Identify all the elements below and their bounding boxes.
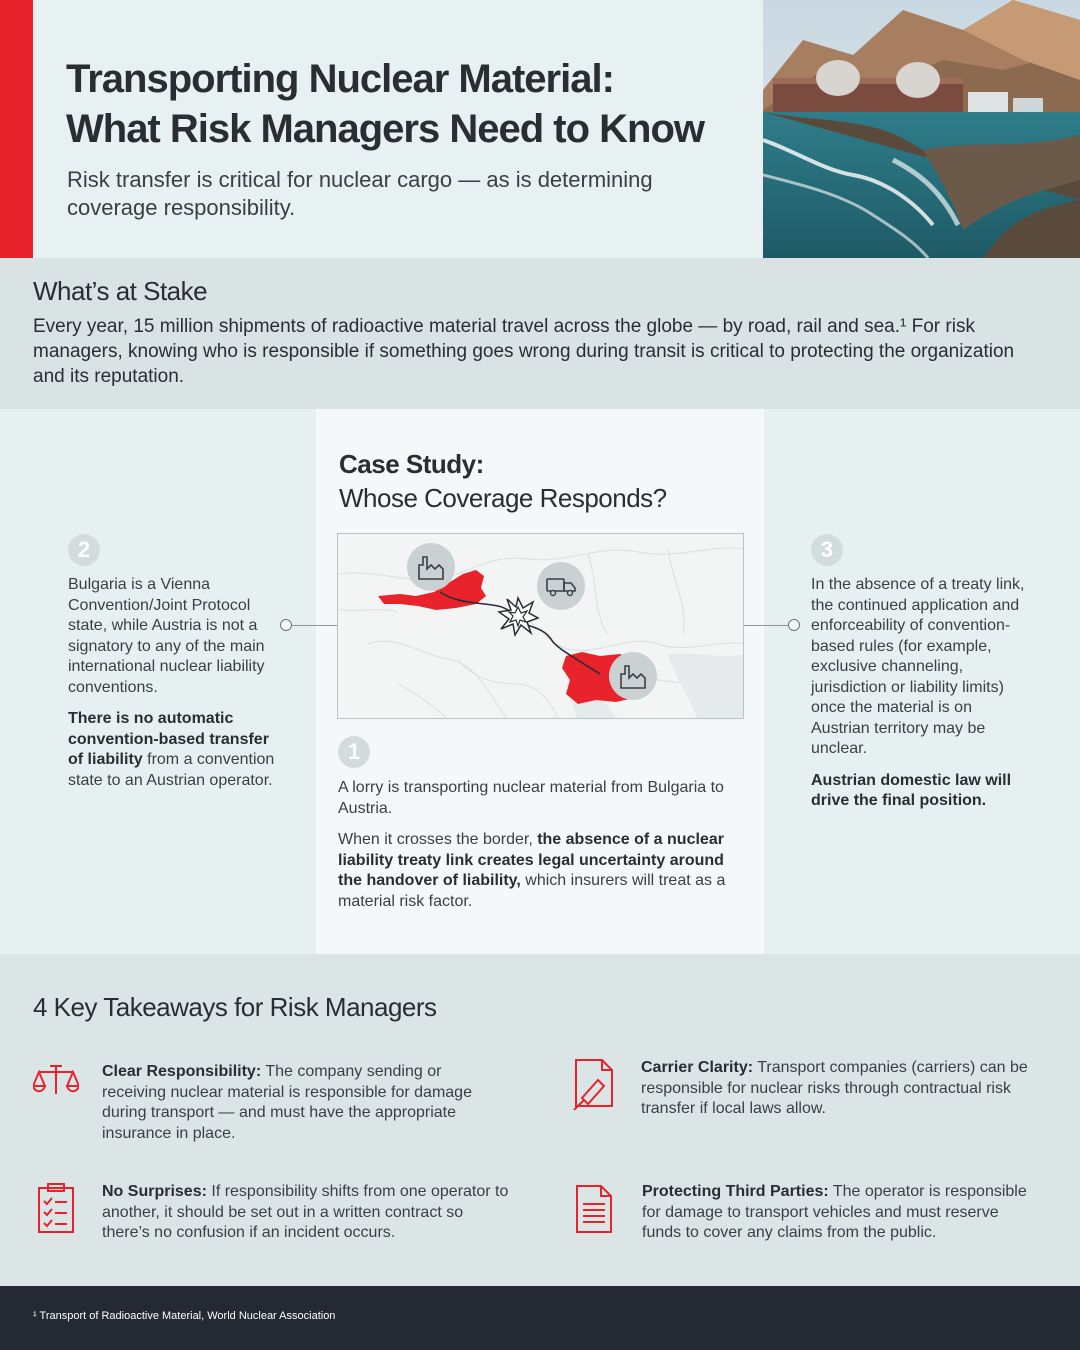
stake-heading: What’s at Stake bbox=[33, 276, 208, 306]
footnote: ¹ Transport of Radioactive Material, World Nuclear Association bbox=[33, 1310, 336, 1322]
step-2-rest: from a convention state to an Austrian operator. bbox=[68, 751, 275, 789]
nuclear-plant-photo bbox=[763, 0, 1080, 258]
step-2-bold: There is no automatic convention-based transfer of liability bbox=[68, 710, 269, 768]
checklist-icon bbox=[33, 1182, 79, 1234]
step-1-para-1: A lorry is transporting nuclear material from Bulgaria to Austria. bbox=[338, 779, 724, 817]
takeaway-2-title: No Surprises: bbox=[102, 1183, 207, 1200]
takeaway-0-title: Clear Responsibility: bbox=[102, 1063, 262, 1080]
bulgaria-plant-icon bbox=[609, 652, 657, 700]
austria-plant-icon bbox=[407, 543, 455, 591]
takeaways-section bbox=[0, 954, 1080, 1286]
step-3-text bbox=[811, 575, 1033, 823]
step-3-number: 3 bbox=[811, 534, 843, 566]
page-title bbox=[66, 54, 766, 154]
takeaway-3-text bbox=[642, 1182, 1042, 1244]
takeaway-3-title: Protecting Third Parties: bbox=[642, 1183, 829, 1200]
case-study-title-rest: Whose Coverage Responds? bbox=[339, 483, 667, 513]
step-1-para-2 bbox=[338, 830, 748, 912]
takeaway-3-body: The operator is responsible for damage to transport vehicles and must reserve funds to cover any claims from the public. bbox=[642, 1183, 1027, 1241]
document-icon bbox=[573, 1182, 619, 1234]
step-2-number: 2 bbox=[68, 534, 100, 566]
title-line-2: What Risk Managers Need to Know bbox=[66, 107, 704, 151]
contract-pen-icon bbox=[572, 1058, 618, 1110]
step-1-bold: the absence of a nuclear liability treaty link creates legal uncertainty around the handover of liability, bbox=[338, 831, 724, 889]
footer bbox=[0, 1286, 1080, 1350]
case-study-title bbox=[339, 447, 667, 515]
step-1-pre: When it crosses the border, bbox=[338, 831, 538, 848]
step-2-para-1: Bulgaria is a Vienna Convention/Joint Protocol state, while Austria is not a signatory to any of the main international nuclear liability conventions. bbox=[68, 576, 265, 696]
step-1-text bbox=[338, 778, 748, 923]
connector-right bbox=[744, 625, 789, 626]
takeaway-1-text bbox=[641, 1058, 1046, 1120]
header bbox=[0, 0, 1080, 258]
step-2-para-2 bbox=[68, 709, 278, 791]
takeaway-0-body: The company sending or receiving nuclear material is responsible for damage during transport — and must have the appropriate insurance in place. bbox=[102, 1063, 472, 1142]
scales-icon bbox=[33, 1062, 79, 1114]
takeaway-0-text bbox=[102, 1062, 502, 1144]
title-line-1: Transporting Nuclear Material: bbox=[66, 57, 614, 101]
accent-bar bbox=[0, 0, 33, 258]
takeaway-2-text bbox=[102, 1182, 512, 1244]
page-subtitle: Risk transfer is critical for nuclear cargo — as is determining coverage responsibility. bbox=[67, 167, 653, 220]
stake-body: Every year, 15 million shipments of radioactive material travel across the globe — by road, rail and sea.¹ For risk managers, knowing who is responsible if something goes wrong during transit is critical to protecting the organization and its reputation. bbox=[33, 316, 1015, 387]
connector-left bbox=[292, 625, 337, 626]
takeaway-2-body: If responsibility shifts from one operator to another, it should be set out in a written contract so there’s no confusion if an incident occurs. bbox=[102, 1183, 509, 1241]
takeaway-1-title: Carrier Clarity: bbox=[641, 1059, 754, 1076]
connector-left-dot bbox=[280, 619, 292, 631]
europe-route-map bbox=[337, 533, 744, 719]
takeaways-heading: 4 Key Takeaways for Risk Managers bbox=[33, 992, 437, 1022]
step-3-para-2 bbox=[811, 771, 1033, 812]
step-3-bold: Austrian domestic law will drive the final position. bbox=[811, 771, 1012, 809]
case-study-title-bold: Case Study: bbox=[339, 449, 484, 479]
step-3-para-1: In the absence of a treaty link, the continued application and enforceability of convention-based rules (for example, exclusive channeling, jurisdiction or liability limits) once the material is on Austrian territory may be unclear. bbox=[811, 576, 1025, 757]
step-2-text bbox=[68, 575, 278, 802]
stake-section bbox=[0, 258, 1080, 409]
step-1-number: 1 bbox=[338, 736, 370, 768]
truck-icon bbox=[537, 562, 585, 610]
case-study-section bbox=[0, 409, 1080, 954]
takeaway-1-body: Transport companies (carriers) can be responsible for nuclear risks through contractual risk transfer if local laws allow. bbox=[641, 1059, 1028, 1117]
connector-right-dot bbox=[788, 619, 800, 631]
step-1-rest: which insurers will treat as a material risk factor. bbox=[338, 872, 726, 910]
